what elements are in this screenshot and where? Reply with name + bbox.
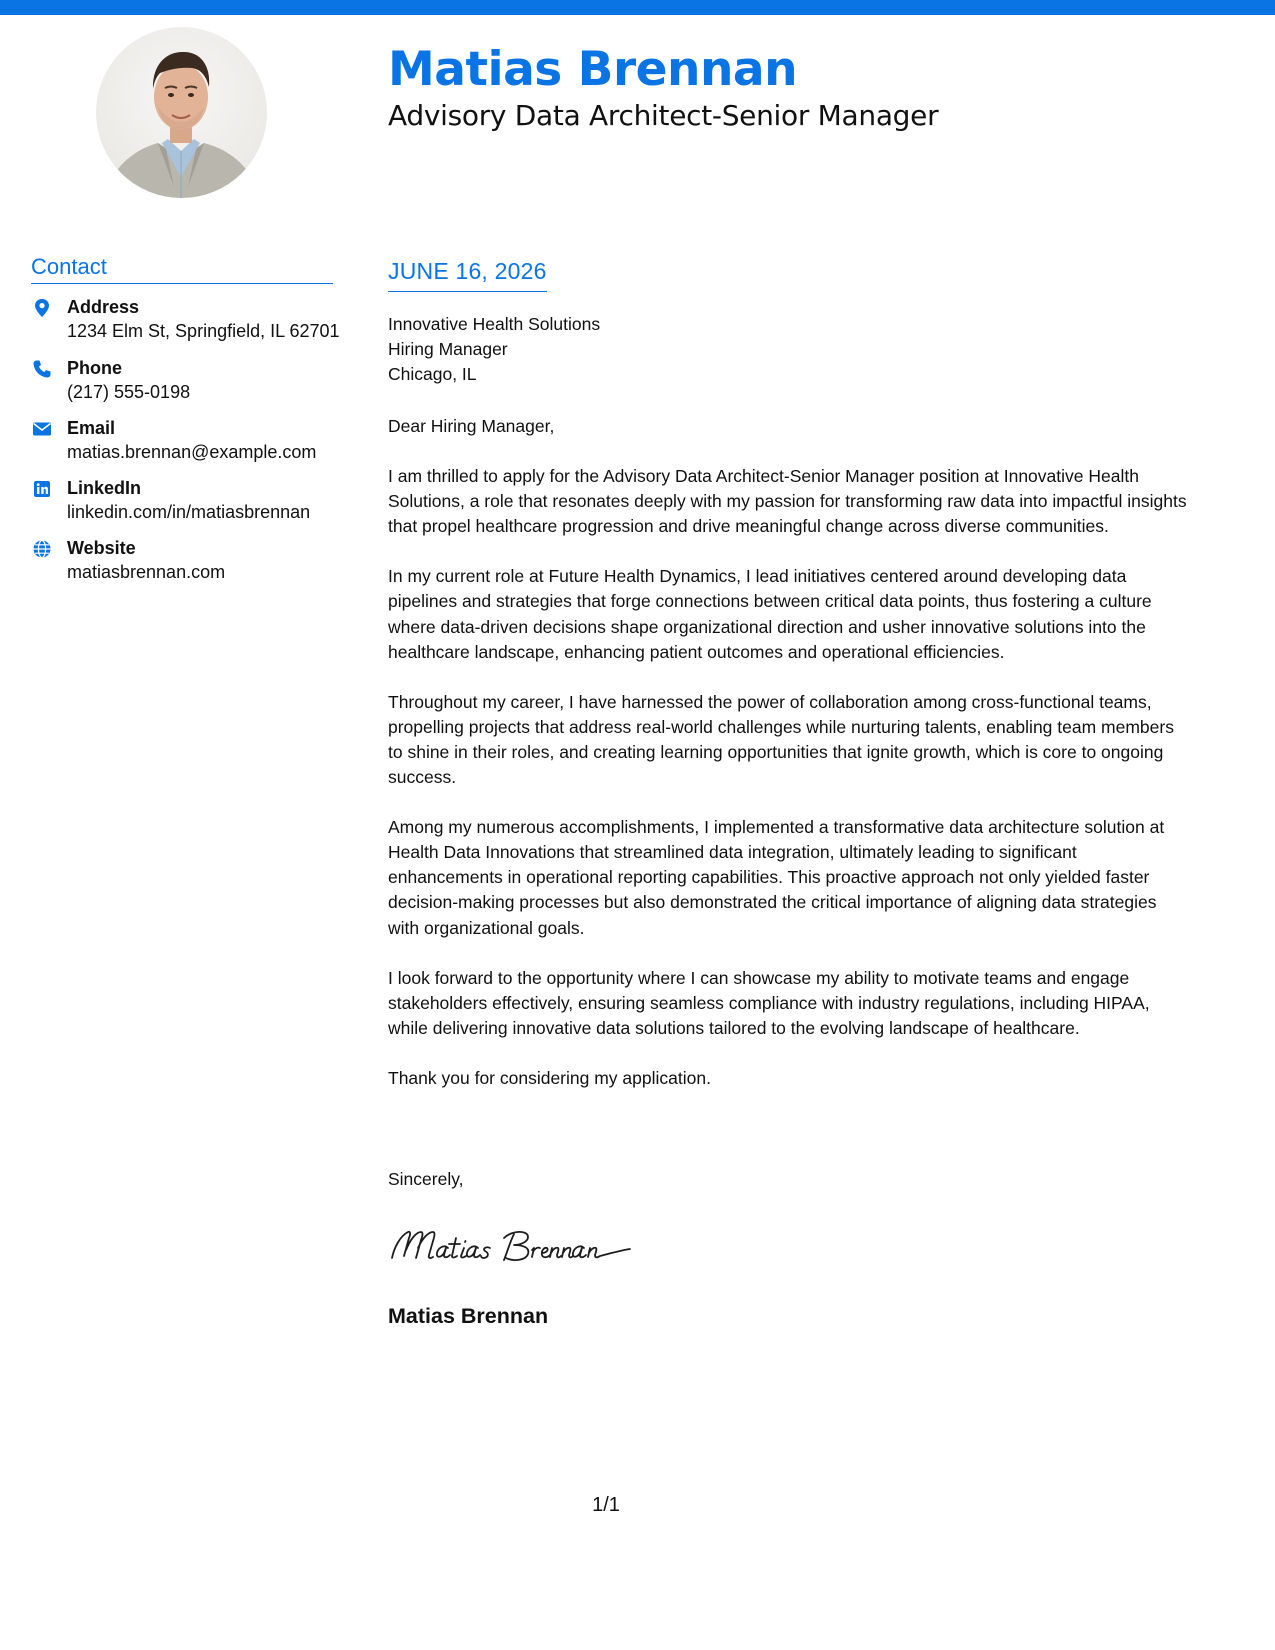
page-number: 1/1	[592, 1494, 620, 1516]
recipient-company: Innovative Health Solutions	[388, 314, 601, 334]
contact-value: matiasbrennan.com	[67, 562, 226, 582]
paragraph: I am thrilled to apply for the Advisory Data Architect-Senior Manager position at Innovative Health Solutions, a role that resonates deeply with my passion for transforming raw data into impactful insights that propel healthcare progression and drive meaningful change across diverse communities.	[388, 466, 1187, 537]
recipient-location: Chicago, IL	[388, 364, 477, 384]
paragraph: Throughout my career, I have harnessed the power of collaboration among cross-functional teams, propelling projects that address real-world challenges while nurturing talents, enabling team members to shine in their roles, and creating learning opportunities that ignite growth, which is core to ongoing success.	[388, 691, 1174, 788]
paragraph: Thank you for considering my application.	[388, 1067, 711, 1088]
top-accent-bar	[0, 0, 1275, 15]
contact-label: Website	[67, 538, 136, 558]
recipient-block	[388, 312, 600, 387]
signer-name: Matias Brennan	[388, 1304, 549, 1328]
candidate-name: Matias Brennan	[388, 42, 798, 97]
job-title: Advisory Data Architect-Senior Manager	[388, 99, 939, 132]
paragraph: I look forward to the opportunity where I can showcase my ability to motivate teams and engage stakeholders effectively, ensuring seamless compliance with industry regulations, including HIPAA, while delivering innovative data solutions tailored to the evolving landscape of healthcare.	[388, 967, 1150, 1038]
paragraph: In my current role at Future Health Dynamics, I lead initiatives centered around developing data pipelines and strategies that forge connections between critical data points, thus fostering a culture where data-driven decisions shape organizational direction and usher innovative solutions into the healthcare landscape, enhancing patient outcomes and operational efficiencies.	[388, 566, 1152, 662]
contact-value: matias.brennan@example.com	[67, 442, 317, 462]
location-pin-icon	[31, 297, 53, 319]
salutation: Dear Hiring Manager,	[388, 416, 555, 436]
paragraph: Among my numerous accomplishments, I implemented a transformative data architecture solution at Health Data Innovations that streamlined data integration, ultimately leading to significant enhancements in operational reporting capabilities. This proactive approach not only yielded faster decision-making processes but also demonstrated the critical importance of aligning data strategies with organizational goals.	[388, 817, 1165, 938]
contact-value: 1234 Elm St, Springfield, IL 62701	[67, 321, 340, 341]
contact-label: Email	[67, 418, 116, 438]
letter-date: JUNE 16, 2026	[388, 257, 547, 292]
handwritten-signature	[386, 1220, 646, 1272]
contact-label: LinkedIn	[67, 478, 142, 498]
phone-icon	[31, 358, 53, 380]
contact-label: Address	[67, 297, 140, 317]
contact-value: (217) 555-0198	[67, 382, 191, 402]
letter-body	[388, 414, 1188, 1116]
contact-label: Phone	[67, 358, 123, 378]
envelope-icon	[31, 418, 53, 440]
contact-value: linkedin.com/in/matiasbrennan	[67, 502, 311, 522]
closing: Sincerely,	[388, 1169, 464, 1189]
globe-icon	[31, 538, 53, 560]
contact-heading: Contact	[31, 253, 333, 284]
linkedin-icon	[31, 478, 53, 500]
recipient-title: Hiring Manager	[388, 339, 508, 359]
profile-photo	[96, 27, 267, 198]
